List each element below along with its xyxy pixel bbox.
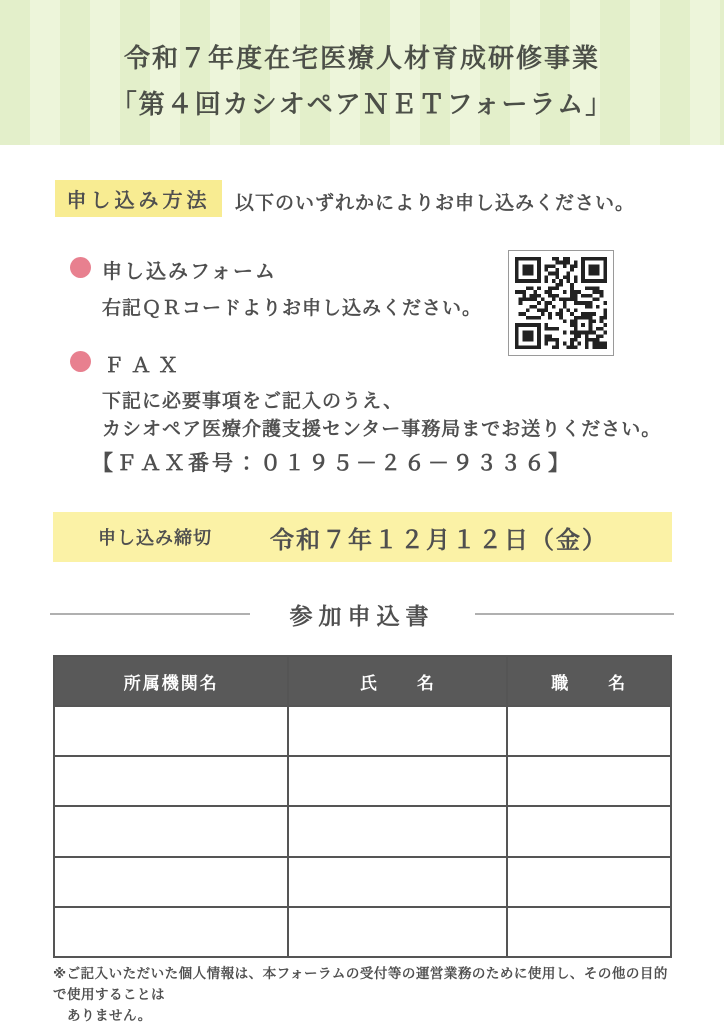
form-table-body (54, 706, 671, 957)
form-table-row (54, 806, 671, 856)
fax-instruction-line1: 下記に必要事項をご記入のうえ、 (102, 391, 404, 412)
form-table-cell (507, 907, 671, 957)
form-table-cell (288, 907, 507, 957)
form-title-row (50, 598, 674, 630)
column-header-organization: 所属機関名 (54, 656, 288, 706)
form-table-cell (288, 756, 507, 806)
fax-instruction-line2: カシオペア医療介護支援センター事務局までお送りください。 (102, 419, 662, 440)
deadline-banner (53, 512, 672, 562)
form-table-cell (288, 857, 507, 907)
form-table-cell (54, 706, 288, 756)
fax-number: 【ＦＡＸ番号：０１９５－２６－９３３６】 (92, 452, 572, 475)
deadline-label: 申し込み締切 (98, 528, 212, 548)
column-header-job-title: 職 名 (507, 656, 671, 706)
form-table-cell (507, 706, 671, 756)
privacy-note-line1: ※ご記入いただいた個人情報は、本フォーラムの受付等の運営業務のために使用し、その他の目的で使用することは (53, 966, 668, 1002)
form-table-cell (507, 806, 671, 856)
divider-line-right (475, 613, 675, 615)
form-table-cell (507, 756, 671, 806)
method-item-fax-title: ＦＡＸ (104, 355, 185, 377)
form-table-cell (54, 907, 288, 957)
bullet-icon (70, 351, 91, 372)
form-table-cell (288, 706, 507, 756)
deadline-date: 令和７年１２月１２日（金） (270, 526, 608, 554)
form-table-row (54, 857, 671, 907)
method-item-form-description: 右記ＱＲコードよりお申し込みください。 (102, 298, 483, 319)
form-table-cell (54, 857, 288, 907)
form-table-row (54, 756, 671, 806)
method-intro-text: 以下のいずれかによりお申し込みください。 (235, 193, 636, 214)
bullet-icon (70, 257, 91, 278)
page-title-line2: 「第４回カシオペアＮＥＴフォーラム」 (110, 89, 614, 119)
divider-line-left (50, 613, 250, 615)
privacy-note-line2: ありません。 (67, 1008, 152, 1023)
form-title: 参加申込書 (289, 602, 435, 629)
privacy-note (53, 963, 678, 1024)
form-table-cell (54, 756, 288, 806)
method-item-fax-description (102, 388, 661, 444)
column-header-name: 氏 名 (288, 656, 507, 706)
application-table-header (54, 656, 671, 706)
method-item-form-title: 申し込みフォーム (102, 261, 277, 283)
form-table-cell (288, 806, 507, 856)
header-banner (0, 0, 724, 145)
table-header-row (54, 656, 671, 706)
form-table-row (54, 907, 671, 957)
page-title-line1: 令和７年度在宅医療人材育成研修事業 (123, 43, 600, 73)
form-table-cell (507, 857, 671, 907)
form-table-row (54, 706, 671, 756)
form-table-cell (54, 806, 288, 856)
application-table (53, 655, 672, 958)
method-section-label: 申し込み方法 (55, 180, 222, 217)
qr-code-icon (515, 257, 607, 349)
qr-code (508, 250, 614, 356)
